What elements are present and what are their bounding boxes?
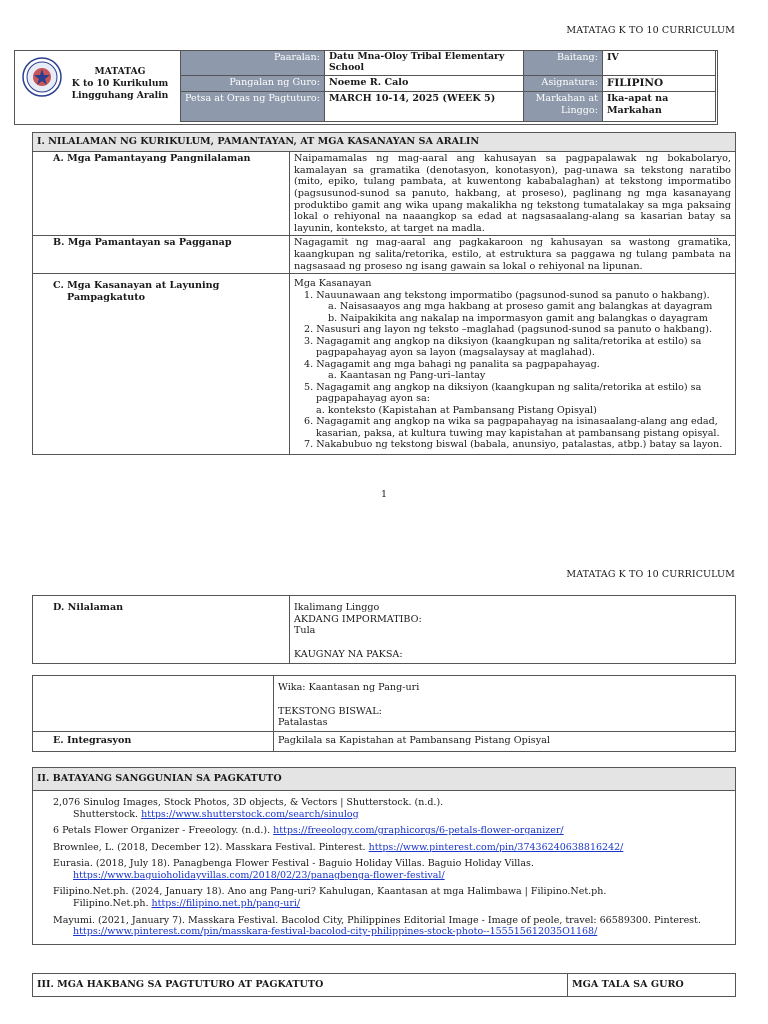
kasanayan-item: 1. Nauunawaan ang tekstong impormatibo (pagsunod-sunod sa panuto o hakbang).	[304, 289, 710, 301]
kasanayan-item: 3. Nagagamit ang angkop na diksiyon (kaangkupan ng salita/retorika at estilo) sa	[304, 335, 702, 347]
kasanayan-item: 6. Nagagamit ang angkop na wika sa pagpapahayag na isinasaalang-alang ang edad,	[304, 416, 718, 428]
reference-item	[53, 886, 731, 909]
kasanayan-heading: Mga Kasanayan	[294, 278, 372, 290]
nilalaman-label: D. Nilalaman	[33, 596, 290, 664]
wika-line: TEKSTONG BISWAL:	[278, 705, 382, 717]
references-list	[33, 790, 736, 944]
baitang-label: Baitang:	[523, 51, 602, 76]
nilalaman-table	[32, 595, 736, 664]
reference-text: 2,076 Sinulog Images, Stock Photos, 3D objects, & Vectors | Shutterstock. (n.d.).	[53, 796, 444, 808]
kasanayan-item: pagpapahayag ayon sa layon (magsalaysay at maglahad).	[316, 347, 595, 359]
curriculum-label: MATATAG K TO 10 CURRICULUM	[566, 569, 735, 580]
wika-line: Patalastas	[278, 717, 328, 728]
kasanayan-label	[33, 274, 290, 455]
reference-item	[53, 915, 731, 938]
section3-notes-heading: MGA TALA SA GURO	[568, 974, 736, 997]
reference-link[interactable]: https://freeology.com/graphicorgs/6-petals-flower-organizer/	[273, 825, 564, 837]
reference-text: 6 Petals Flower Organizer - Freeology. (n.d.).	[53, 825, 274, 837]
paaralan-value: Datu Mna-Oloy Tribal Elementary School	[324, 51, 523, 76]
integrasyon-label: E. Integrasyon	[33, 732, 274, 752]
kasanayan-item: 5. Nagagamit ang angkop na diksiyon (kaangkupan ng salita/retorika at estilo) sa	[304, 381, 702, 393]
reference-link[interactable]: https://www.pinterest.com/pin/37436240638816242/	[368, 841, 624, 853]
wika-line	[278, 694, 731, 706]
reference-text: Filipino.Net.ph. (2024, January 18). Ano ang Pang-uri? Kahulugan, Kaantasan at mga Halimbawa | Filipino.Net.ph.	[53, 886, 607, 898]
guro-value: Noeme R. Calo	[324, 76, 523, 92]
markahan-label: Markahan at Linggo:	[523, 92, 602, 122]
section2-title: II. BATAYANG SANGGUNIAN SA PAGKATUTO	[33, 768, 736, 791]
reference-link[interactable]: https://filipino.net.ph/pang-uri/	[151, 898, 301, 910]
reference-link[interactable]: https://www.pinterest.com/pin/masskara-festival-bacolod-city-philippines-stock-photo--155515612035O1168/	[73, 926, 598, 938]
paaralan-label: Paaralan:	[181, 51, 325, 76]
reference-item	[53, 797, 731, 820]
pamantayan-pagganap-label: B. Mga Pamantayan sa Pagganap	[33, 236, 290, 274]
nilalaman-content	[290, 596, 736, 664]
reference-text: Eurasia. (2018, July 18). Panagbenga Flower Festival - Baguio Holiday Villas. Baguio Holiday Villas.	[53, 858, 534, 870]
kasanayan-item: a. konteksto (Kapistahan at Pambansang Pistang Opisyal)	[316, 404, 597, 416]
section3-title: III. MGA HAKBANG SA PAGTUTURO AT PAGKATUTO	[33, 974, 568, 997]
kasanayan-item: a. Kaantasan ng Pang-uri–lantay	[328, 370, 486, 382]
page-number: 1	[380, 489, 388, 500]
reference-text: Brownlee, L. (2018, December 12). Masskara Festival. Pinterest.	[53, 841, 369, 853]
nilalaman-line	[294, 637, 731, 649]
header-table	[180, 50, 716, 122]
header-title-line: Lingguhang Aralin	[71, 89, 169, 101]
reference-link[interactable]: https://www.shutterstock.com/search/sinulog	[141, 808, 359, 820]
kasanayan-item: a. Naisasaayos ang mga hakbang at proseso gamit ang balangkas at dayagram	[328, 301, 713, 313]
kasanayan-item: kasarian, paksa, at kultura tuwing may kapistahan at pambansang pistang opisyal.	[316, 427, 720, 439]
pamantayang-pangnilalaman-text: Naipamamalas ng mag-aaral ang kahusayan sa pagpapalawak ng bokabolaryo, kamalayan sa gramatika (denotasyon, konotasyon), pag-unawa sa tekstong naratibo (mito, epiko, tulang pambata, at kuwentong kababalaghan) at tekstong impormatibo (pagsusunod-sunod sa panuto, hakbang, at proseso), paglinang ng mga kasanayang produktibo gamit ang wika upang makalikha ng tekstong tumatalakay sa mga paksaing lokal o rehiyonal na naaangkop sa edad at nagsasaalang-alang sa kasarian batay sa layunin, konteksto, at target na madla.	[290, 151, 736, 235]
header-title	[64, 66, 176, 102]
curriculum-label: MATATAG K TO 10 CURRICULUM	[566, 25, 735, 36]
reference-item	[53, 842, 731, 854]
reference-link[interactable]: https://www.baguioholidayvillas.com/2018/02/23/panagbenga-flower-festival/	[73, 869, 445, 881]
kasanayan-item: pagpapahayag ayon sa:	[316, 393, 430, 405]
kasanayan-label-line: Pampagkatuto	[67, 292, 146, 304]
section3-table	[32, 973, 736, 997]
wika-content	[274, 676, 736, 732]
kasanayan-item: 7. Nakabubuo ng tekstong biswal (babala, anunsiyo, patalastas, atbp.) batay sa layon.	[304, 439, 723, 451]
asignatura-label: Asignatura:	[523, 76, 602, 92]
header-title-line: K to 10 Kurikulum	[71, 77, 169, 89]
petsa-value: MARCH 10-14, 2025 (WEEK 5)	[324, 92, 523, 122]
section1-table	[32, 132, 736, 455]
reference-item	[53, 858, 731, 881]
deped-seal-icon	[22, 57, 62, 97]
nilalaman-line: AKDANG IMPORMATIBO:	[294, 613, 422, 625]
kasanayan-item: b. Naipakikita ang nakalap na impormasyon gamit ang balangkas o dayagram	[328, 312, 708, 324]
reference-cont: Shutterstock.	[73, 808, 142, 820]
integrasyon-table	[32, 675, 736, 752]
petsa-label: Petsa at Oras ng Pagtuturo:	[181, 92, 325, 122]
integrasyon-text: Pagkilala sa Kapistahan at Pambansang Pistang Opisyal	[274, 732, 736, 752]
kasanayan-list	[290, 274, 736, 455]
blank-cell	[33, 676, 274, 732]
section1-title: I. NILALAMAN NG KURIKULUM, PAMANTAYAN, AT MGA KASANAYAN SA ARALIN	[33, 133, 736, 152]
nilalaman-line: KAUGNAY NA PAKSA:	[294, 648, 403, 660]
baitang-value: IV	[602, 51, 715, 76]
header-title-line: MATATAG	[94, 66, 146, 77]
asignatura-value: FILIPINO	[602, 76, 715, 92]
pamantayan-pagganap-text: Nagagamit ng mag-aaral ang pagkakaroon ng kahusayan sa wastong gramatika, kaangkupan ng salita/retorika, estilo, at estruktura sa paggawa ng tulang pambata na nagsasaad ng proseso ng isang gawain sa lokal o rehiyonal na lipunan.	[290, 236, 736, 274]
nilalaman-line: Tula	[294, 625, 316, 636]
reference-item	[53, 825, 731, 837]
wika-line: Wika: Kaantasan ng Pang-uri	[278, 682, 420, 693]
kasanayan-label-line: C. Mga Kasanayan at Layuning	[53, 280, 220, 292]
markahan-value: Ika-apat na Markahan	[602, 92, 715, 122]
pamantayang-pangnilalaman-label: A. Mga Pamantayang Pangnilalaman	[33, 151, 290, 235]
section2-table	[32, 767, 736, 945]
reference-text: Mayumi. (2021, January 7). Masskara Festival. Bacolod City, Philippines Editorial Image - Image of peole, travel: 66589300. Pinterest.	[53, 914, 701, 926]
nilalaman-line: Ikalimang Linggo	[294, 602, 380, 613]
reference-cont: Filipino.Net.ph.	[73, 898, 152, 910]
kasanayan-item: 4. Nagagamit ang mga bahagi ng panalita sa pagpapahayag.	[304, 358, 600, 370]
kasanayan-item: 2. Nasusuri ang layon ng teksto –maglahad (pagsunod-sunod sa panuto o hakbang).	[304, 324, 713, 336]
guro-label: Pangalan ng Guro:	[181, 76, 325, 92]
